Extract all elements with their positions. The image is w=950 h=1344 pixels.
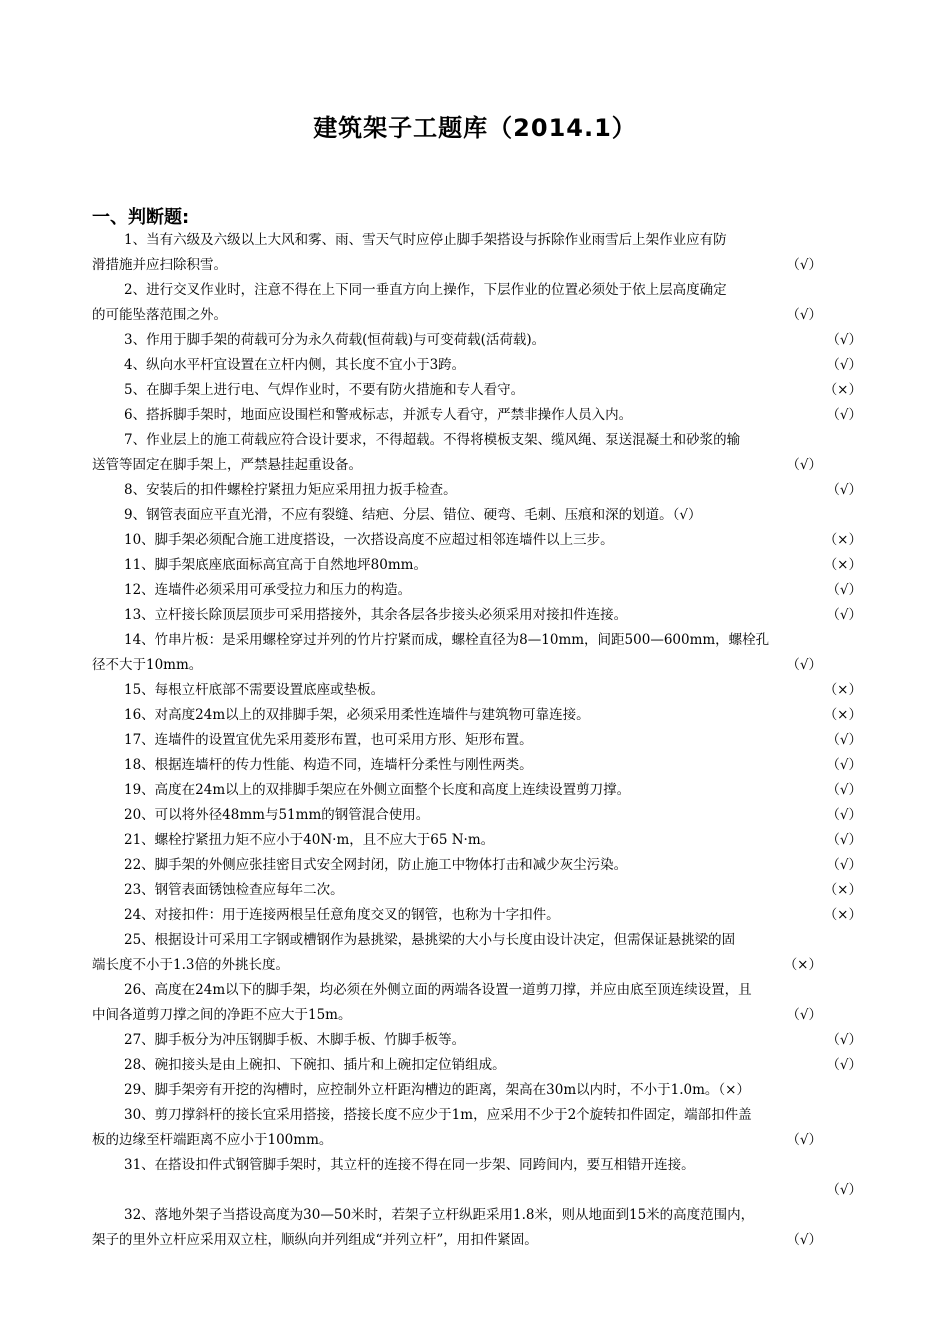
answer-mark: （√） [786, 1007, 822, 1023]
question-item [92, 528, 862, 553]
answer-mark: （√） [826, 607, 862, 623]
question-text: 30、剪刀撑斜杆的接长宜采用搭接，搭接长度不应少于1m，应采用不少于2个旋转扣件固定，端部扣件盖 [124, 1107, 752, 1123]
question-text: 9、钢管表面应平直光滑，不应有裂缝、结疤、分层、错位、硬弯、毛刺、压痕和深的划道。（√） [124, 507, 702, 523]
question-item [92, 578, 862, 603]
question-item [92, 1103, 862, 1153]
answer-mark: （√） [826, 1032, 862, 1048]
question-text: 31、在搭设扣件式钢管脚手架时，其立杆的连接不得在同一步架、同跨间内，要互相错开连接。 [124, 1157, 695, 1173]
question-text: 12、连墙件必须采用可承受拉力和压力的构造。 [124, 582, 412, 598]
question-text: 1、当有六级及六级以上大风和雾、雨、雪天气时应停止脚手架搭设与拆除作业雨雪后上架作业应有防 [124, 232, 727, 248]
answer-mark: （√） [826, 582, 862, 598]
question-text: 13、立杆接长除顶层顶步可采用搭接外，其余各层各步接头必须采用对接扣件连接。 [124, 607, 628, 623]
question-item [92, 703, 862, 728]
question-text-continued: 的可能坠落范围之外。 [92, 307, 227, 323]
question-item [92, 803, 862, 828]
question-text: 6、搭拆脚手架时，地面应设围栏和警戒标志，并派专人看守，严禁非操作人员入内。 [124, 407, 633, 423]
answer-mark: （√） [826, 482, 862, 498]
question-item [92, 628, 862, 678]
question-item [92, 428, 862, 478]
section-heading: 一、判断题: [92, 207, 190, 228]
question-text-continued: 滑措施并应扫除积雪。 [92, 257, 227, 273]
question-item [92, 378, 862, 403]
question-text: 2、进行交叉作业时，注意不得在上下同一垂直方向上操作，下层作业的位置必须处于依上层高度确定 [124, 282, 727, 298]
question-item [92, 278, 862, 328]
question-text: 25、根据设计可采用工字钢或槽钢作为悬挑梁，悬挑梁的大小与长度由设计决定，但需保证悬挑梁的固 [124, 932, 736, 948]
answer-mark: （×） [823, 707, 862, 723]
question-text-continued: 送管等固定在脚手架上，严禁悬挂起重设备。 [92, 457, 362, 473]
answer-mark: （√） [826, 807, 862, 823]
question-text-continued: 径不大于10mm。 [92, 657, 203, 673]
question-item [92, 478, 862, 503]
question-item [92, 603, 862, 628]
answer-mark: （√） [826, 407, 862, 423]
question-text: 32、落地外架子当搭设高度为30—50米时，若架子立杆纵距采用1.8米，则从地面到15米的高度范围内， [124, 1207, 755, 1223]
question-item [92, 753, 862, 778]
question-text: 27、脚手板分为冲压钢脚手板、木脚手板、竹脚手板等。 [124, 1032, 466, 1048]
question-text-continued: 中间各道剪刀撑之间的净距不应大于15m。 [92, 1007, 352, 1023]
question-item [92, 853, 862, 878]
question-item [92, 403, 862, 428]
answer-mark: （√） [826, 332, 862, 348]
question-item [92, 353, 862, 378]
question-text-continued: 板的边缘至杆端距离不应小于100mm。 [92, 1132, 333, 1148]
answer-mark: （√） [826, 757, 862, 773]
answer-mark: （×） [823, 532, 862, 548]
question-text: 23、钢管表面锈蚀检查应每年二次。 [124, 882, 344, 898]
answer-mark: （√） [826, 857, 862, 873]
question-text: 4、纵向水平杆宜设置在立杆内侧，其长度不宜小于3跨。 [124, 357, 466, 373]
question-text: 7、作业层上的施工荷载应符合设计要求，不得超载。不得将模板支架、缆风绳、泵送混凝土和砂浆的输 [124, 432, 741, 448]
answer-mark: （×） [823, 382, 862, 398]
question-text: 10、脚手架必须配合施工进度搭设，一次搭设高度不应超过相邻连墙件以上三步。 [124, 532, 614, 548]
question-text: 11、脚手架底座底面标高宜高于自然地坪80mm。 [124, 557, 427, 573]
document-title: 建筑架子工题库（2014.1） [313, 114, 637, 142]
answer-mark: （√） [826, 357, 862, 373]
question-text-continued: 端长度不小于1.3倍的外挑长度。 [92, 957, 289, 973]
answer-mark: （√） [786, 1232, 822, 1248]
question-text: 28、碗扣接头是由上碗扣、下碗扣、插片和上碗扣定位销组成。 [124, 1057, 506, 1073]
answer-mark: （√） [786, 457, 822, 473]
question-item [92, 228, 862, 278]
question-item [92, 728, 862, 753]
question-item [92, 1203, 862, 1253]
answer-mark: （√） [826, 782, 862, 798]
question-item [92, 928, 862, 978]
question-text: 29、脚手架旁有开挖的沟槽时，应控制外立杆距沟槽边的距离，架高在30m以内时，不小于1.0m。（×） [124, 1082, 750, 1098]
answer-mark: （×） [823, 882, 862, 898]
question-text: 5、在脚手架上进行电、气焊作业时，不要有防火措施和专人看守。 [124, 382, 525, 398]
question-text: 20、可以将外径48mm与51mm的钢管混合使用。 [124, 807, 430, 823]
question-text: 14、竹串片板：是采用螺栓穿过并列的竹片拧紧而成，螺栓直径为8—10mm，间距500—600mm，螺栓孔 [124, 632, 770, 648]
question-item [92, 678, 862, 703]
answer-mark: （√） [826, 1057, 862, 1073]
question-item [92, 878, 862, 903]
question-text: 18、根据连墙杆的传力性能、构造不同，连墙杆分柔性与刚性两类。 [124, 757, 533, 773]
answer-mark: （×） [823, 557, 862, 573]
answer-mark: （√） [826, 732, 862, 748]
question-item [92, 1078, 862, 1103]
question-text: 26、高度在24m以下的脚手架，均必须在外侧立面的两端各设置一道剪刀撑，并应由底至顶连续设置，且 [124, 982, 752, 998]
answer-mark: （×） [823, 907, 862, 923]
question-text: 15、每根立杆底部不需要设置底座或垫板。 [124, 682, 385, 698]
question-list [92, 228, 862, 1253]
question-item [92, 828, 862, 853]
question-text: 24、对接扣件：用于连接两根呈任意角度交叉的钢管，也称为十字扣件。 [124, 907, 560, 923]
question-item [92, 903, 862, 928]
answer-mark: （√） [826, 1182, 862, 1198]
answer-mark: （√） [786, 657, 822, 673]
answer-mark: （√） [786, 257, 822, 273]
question-text: 17、连墙件的设置宜优先采用菱形布置，也可采用方形、矩形布置。 [124, 732, 533, 748]
question-item [92, 503, 862, 528]
question-item [92, 553, 862, 578]
question-item [92, 1153, 862, 1203]
question-text: 21、螺栓拧紧扭力矩不应小于40N·m，且不应大于65 N·m。 [124, 832, 495, 848]
question-item [92, 778, 862, 803]
question-text: 16、对高度24m以上的双排脚手架，必须采用柔性连墙件与建筑物可靠连接。 [124, 707, 590, 723]
answer-mark: （√） [786, 1132, 822, 1148]
answer-mark: （×） [823, 682, 862, 698]
question-text: 22、脚手架的外侧应张挂密目式安全网封闭，防止施工中物体打击和减少灰尘污染。 [124, 857, 628, 873]
question-item [92, 1053, 862, 1078]
question-item [92, 1028, 862, 1053]
question-text: 3、作用于脚手架的荷载可分为永久荷载(恒荷载)与可变荷载(活荷载)。 [124, 332, 546, 348]
answer-mark: （√） [826, 832, 862, 848]
answer-mark: （√） [786, 307, 822, 323]
question-item [92, 978, 862, 1028]
question-text: 19、高度在24m以上的双排脚手架应在外侧立面整个长度和高度上连续设置剪刀撑。 [124, 782, 631, 798]
question-text-continued: 架子的里外立杆应采用双立柱，顺纵向并列组成“并列立杆”，用扣件紧固。 [92, 1232, 538, 1248]
question-item [92, 328, 862, 353]
question-text: 8、安装后的扣件螺栓拧紧扭力矩应采用扭力扳手检查。 [124, 482, 457, 498]
answer-mark: （×） [783, 957, 822, 973]
